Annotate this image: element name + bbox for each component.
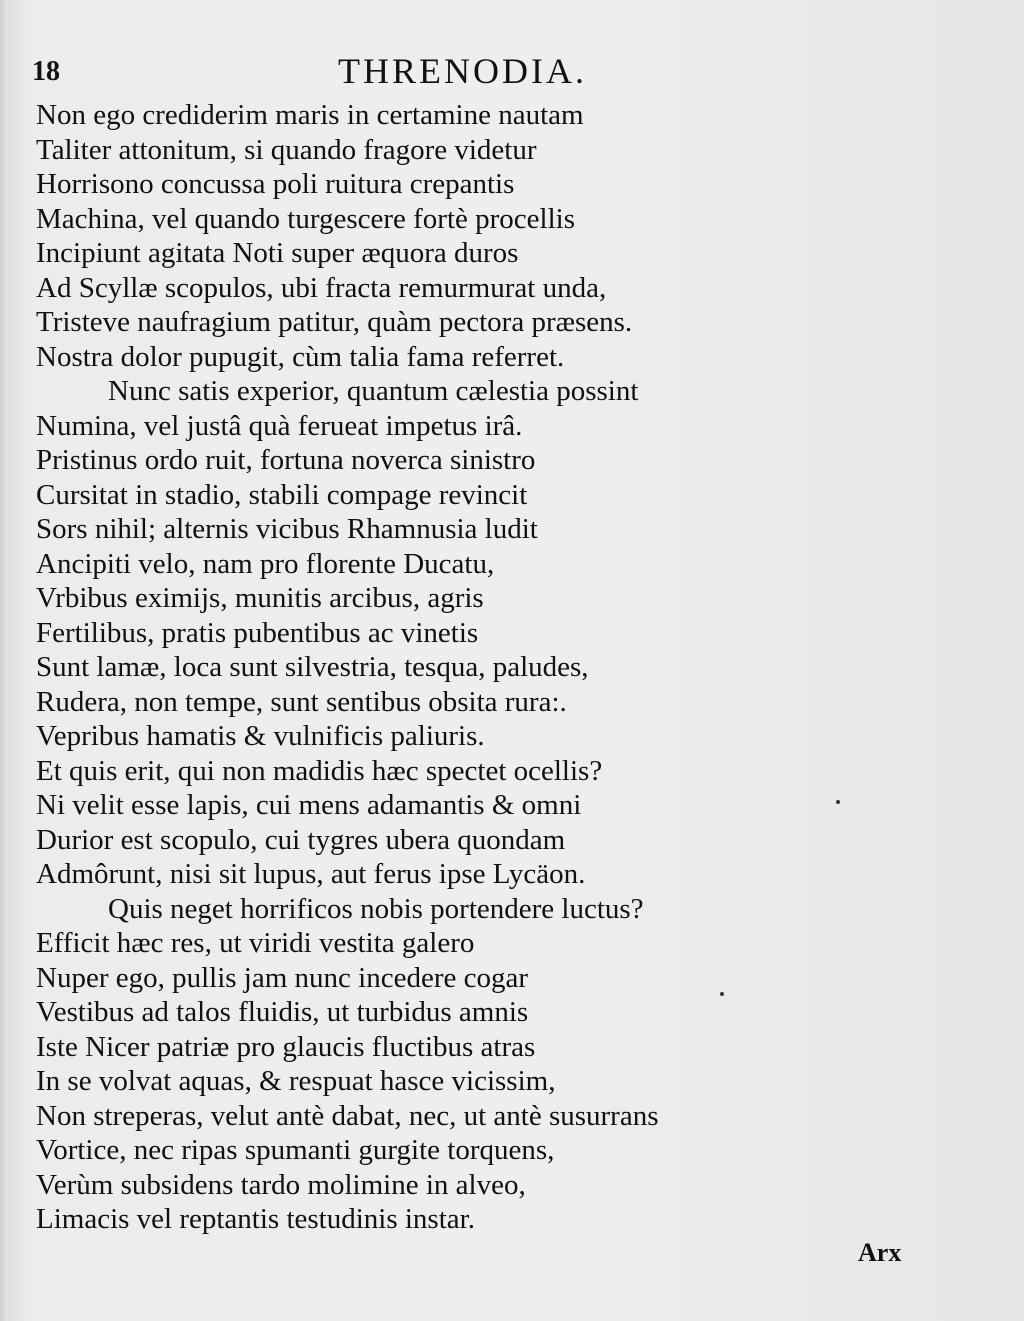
verse-line: In se volvat aquas, & respuat hasce vicissim, [36, 1065, 556, 1097]
verse-line: Iste Nicer patriæ pro glaucis fluctibus atras [36, 1030, 536, 1063]
verse-line: Ad Scyllæ scopulos, ubi fracta remurmurat unda, [36, 271, 607, 304]
verse-line: Verùm subsidens tardo molimine in alveo, [36, 1168, 526, 1201]
verse-line: Vortice, nec ripas spumanti gurgite torquens, [36, 1134, 555, 1166]
verse-line: Non streperas, velut antè dabat, nec, ut antè susurrans [36, 1099, 659, 1132]
verse-line: Vrbibus eximijs, munitis arcibus, agris [36, 582, 484, 614]
verse-line: Et quis erit, qui non madidis hæc spectet ocellis? [36, 754, 603, 787]
verse-line: Ni velit esse lapis, cui mens adamantis & omni [36, 789, 582, 821]
verse-line: Nostra dolor pupugit, cùm talia fama referret. [36, 340, 565, 373]
verse-line: Non ego crediderim maris in certamine nautam [36, 99, 584, 131]
verse-line: Fertilibus, pratis pubentibus ac vinetis [36, 616, 479, 649]
verse-line: Sors nihil; alternis vicibus Rhamnusia ludit [36, 513, 538, 545]
catchword: Arx [858, 1238, 902, 1267]
verse-line: Durior est scopulo, cui tygres ubera quondam [36, 823, 566, 856]
verse-line: Numina, vel justâ quà ferueat impetus irâ. [36, 409, 523, 442]
verse-line: Sunt lamæ, loca sunt silvestria, tesqua, paludes, [36, 651, 589, 683]
verse-line: Ancipiti velo, nam pro florente Ducatu, [36, 547, 495, 580]
page-header [32, 46, 632, 94]
verse-line: Admôrunt, nisi sit lupus, aut ferus ipse Lycäon. [36, 858, 586, 890]
verse-line: Nuper ego, pullis jam nunc incedere cogar [36, 961, 529, 994]
verse-line: Limacis vel reptantis testudinis instar. [36, 1203, 475, 1235]
verse-line: Nunc satis experior, quantum cælestia possint [108, 375, 639, 407]
ink-speck [720, 992, 724, 996]
verse-line: Horrisono concussa poli ruitura crepantis [36, 168, 515, 200]
running-title: THRENODIA. [338, 51, 587, 91]
verse-line: Efficit hæc res, ut viridi vestita galero [36, 927, 475, 959]
verse-line: Machina, vel quando turgescere fortè procellis [36, 202, 575, 235]
page-gutter-shadow [0, 0, 8, 1321]
verse-line: Pristinus ordo ruit, fortuna noverca sinistro [36, 444, 536, 476]
verse-line: Taliter attonitum, si quando fragore videtur [36, 133, 537, 166]
verse-line: Vestibus ad talos fluidis, ut turbidus amnis [36, 996, 529, 1028]
verse-line: Tristeve naufragium patitur, quàm pectora præsens. [36, 306, 633, 338]
verse-block [36, 98, 816, 1237]
page-number: 18 [32, 56, 60, 87]
verse-line: Incipiunt agitata Noti super æquora duros [36, 237, 519, 269]
verse-line: Rudera, non tempe, sunt sentibus obsita rura:. [36, 685, 567, 718]
verse-line: Vepribus hamatis & vulnificis paliuris. [36, 720, 485, 752]
ink-speck [836, 800, 840, 804]
verse-line: Cursitat in stadio, stabili compage revincit [36, 478, 528, 511]
verse-line: Quis neget horrificos nobis portendere luctus? [108, 892, 644, 925]
